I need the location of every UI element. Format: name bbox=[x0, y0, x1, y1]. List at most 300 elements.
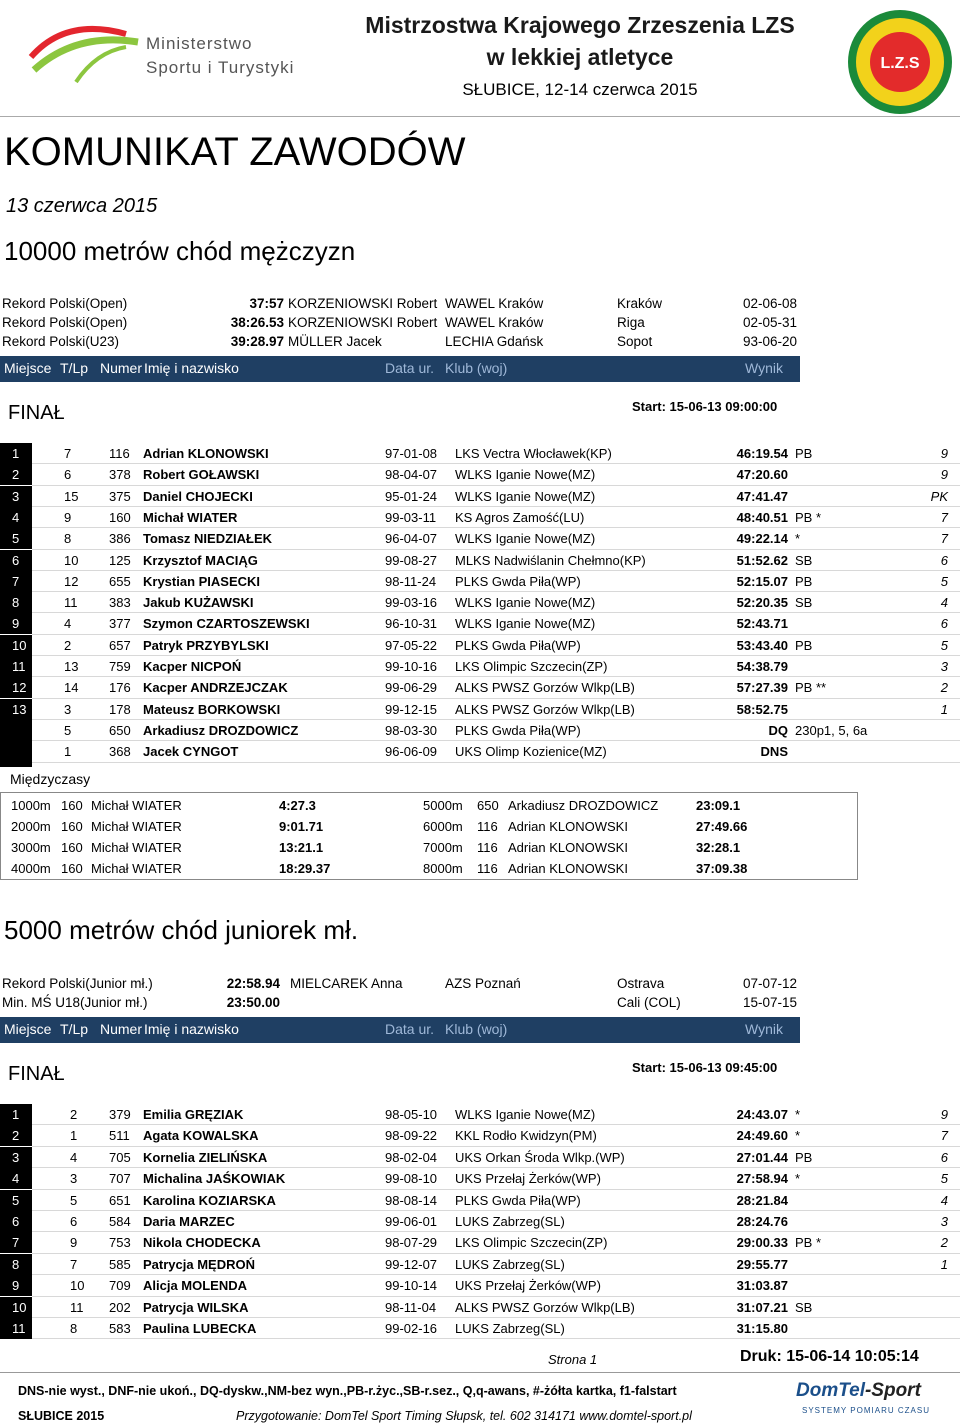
result-lp: 9 bbox=[64, 509, 72, 525]
result-points: 6 bbox=[940, 1149, 948, 1165]
result-club: LUKS Zabrzeg(SL) bbox=[455, 1321, 565, 1336]
result-dob: 96-10-31 bbox=[385, 616, 438, 632]
result-dob: 99-12-15 bbox=[385, 701, 438, 717]
record-holder: KORZENIOWSKI Robert bbox=[288, 296, 438, 311]
record-row bbox=[0, 333, 800, 351]
result-number: 753 bbox=[109, 1235, 131, 1251]
result-row bbox=[0, 550, 960, 571]
event2-title: 5000 metrów chód juniorek mł. bbox=[4, 915, 359, 945]
result-time: 57:27.39 bbox=[736, 680, 788, 696]
result-time: 46:19.54 bbox=[736, 446, 788, 461]
result-place: 10 bbox=[0, 635, 32, 656]
event-title-line2: w lekkiej atletyce bbox=[486, 44, 674, 70]
split-distance: 8000m bbox=[423, 861, 463, 876]
col-dob: Data ur. bbox=[385, 360, 435, 376]
record-date: 02-05-31 bbox=[742, 315, 797, 330]
result-number: 378 bbox=[109, 467, 131, 483]
result-points: 3 bbox=[940, 1214, 948, 1229]
result-number: 657 bbox=[109, 637, 131, 653]
domtel-brand1: DomTel bbox=[796, 1380, 865, 1401]
result-number: 379 bbox=[109, 1107, 131, 1122]
result-lp: 4 bbox=[70, 1149, 78, 1165]
result-number: 368 bbox=[109, 744, 131, 760]
result-club: LUKS Zabrzeg(SL) bbox=[455, 1256, 565, 1272]
result-dob: 99-08-10 bbox=[385, 1171, 438, 1187]
result-number: 759 bbox=[109, 659, 131, 674]
result-number: 707 bbox=[109, 1171, 131, 1187]
result-dob: 96-06-09 bbox=[385, 744, 438, 760]
result-place: 12 bbox=[0, 677, 32, 698]
event2-start: Start: 15-06-13 09:45:00 bbox=[632, 1060, 778, 1075]
result-row bbox=[0, 1275, 960, 1296]
result-points: 1 bbox=[940, 1256, 948, 1272]
result-dob: 98-07-29 bbox=[385, 1235, 438, 1251]
result-club: WLKS Iganie Nowe(MZ) bbox=[455, 1107, 596, 1122]
legend: DNS-nie wyst., DNF-nie ukoń., DQ-dyskw.,NM-bez wyn.,PB-r.życ.,SB-r.sez., Q,q-awans, #-żółta kartka, f1-falstart bbox=[18, 1384, 677, 1398]
record-holder: KORZENIOWSKI Robert bbox=[288, 315, 438, 330]
result-row bbox=[0, 699, 960, 720]
record-place: Cali (COL) bbox=[617, 995, 681, 1010]
result-number: 160 bbox=[109, 509, 131, 525]
result-row bbox=[0, 656, 960, 677]
result-dob: 98-02-04 bbox=[385, 1149, 438, 1165]
result-dob: 99-03-16 bbox=[385, 595, 438, 611]
domtel-logo bbox=[796, 1380, 946, 1422]
split-name: Michał WIATER bbox=[91, 861, 182, 876]
result-points: 5 bbox=[940, 573, 948, 589]
result-points: 7 bbox=[940, 509, 948, 525]
result-dob: 98-05-10 bbox=[385, 1107, 438, 1122]
result-dob: 97-05-22 bbox=[385, 637, 438, 653]
record-holder: MIELCAREK Anna bbox=[290, 976, 403, 991]
split-name: Adrian KLONOWSKI bbox=[508, 861, 628, 876]
result-row bbox=[0, 571, 960, 592]
split-time: 13:21.1 bbox=[279, 840, 324, 855]
result-name: Szymon CZARTOSZEWSKI bbox=[143, 616, 310, 632]
record-place: Riga bbox=[617, 315, 645, 330]
result-points: 4 bbox=[940, 595, 948, 611]
record-row bbox=[0, 314, 800, 332]
result-number: 377 bbox=[109, 616, 131, 632]
result-club: PLKS Gwda Piła(WP) bbox=[455, 722, 581, 738]
result-place: 1 bbox=[0, 443, 32, 464]
row-divider bbox=[32, 1338, 960, 1339]
event1-start: Start: 15-06-13 09:00:00 bbox=[632, 399, 778, 414]
result-points: 4 bbox=[940, 1192, 948, 1208]
record-label: Rekord Polski(Junior mł.) bbox=[2, 976, 153, 991]
result-lp: 15 bbox=[64, 488, 79, 504]
result-place: 11 bbox=[0, 656, 32, 677]
result-name: Nikola CHODECKA bbox=[143, 1235, 261, 1251]
result-place: 5 bbox=[0, 528, 32, 549]
result-club: UKS Przełaj Żerków(WP) bbox=[455, 1278, 601, 1294]
result-number: 584 bbox=[109, 1214, 131, 1229]
split-row bbox=[1, 858, 857, 879]
result-number: 386 bbox=[109, 531, 131, 547]
record-place: Sopot bbox=[617, 334, 653, 349]
event1-place-column-fill bbox=[0, 719, 32, 767]
result-number: 125 bbox=[109, 552, 131, 568]
result-club: WLKS Iganie Nowe(MZ) bbox=[455, 616, 596, 632]
result-place: 9 bbox=[0, 1275, 32, 1296]
result-number: 178 bbox=[109, 701, 131, 717]
result-lp: 6 bbox=[64, 467, 72, 483]
result-time: 24:43.07 bbox=[736, 1107, 788, 1122]
lzs-logo bbox=[846, 8, 954, 116]
result-points: 6 bbox=[940, 552, 948, 568]
result-time: 31:07.21 bbox=[736, 1299, 788, 1315]
result-dob: 98-08-14 bbox=[385, 1192, 438, 1208]
split-name: Arkadiusz DROZDOWICZ bbox=[508, 798, 659, 813]
result-number: 116 bbox=[109, 446, 130, 461]
split-time: 32:28.1 bbox=[696, 840, 741, 855]
result-number: 651 bbox=[109, 1192, 131, 1208]
result-dob: 99-10-14 bbox=[385, 1278, 438, 1294]
record-time: 37:57 bbox=[249, 296, 284, 311]
result-dob: 98-03-30 bbox=[385, 722, 438, 738]
result-lp: 7 bbox=[64, 446, 72, 461]
col-number: Numer bbox=[100, 360, 143, 376]
result-place: 5 bbox=[0, 1190, 32, 1211]
result-name: Tomasz NIEDZIAŁEK bbox=[143, 531, 273, 547]
result-lp: 3 bbox=[64, 701, 72, 717]
result-row bbox=[0, 486, 960, 507]
result-number: 655 bbox=[109, 573, 131, 589]
result-points: 1 bbox=[940, 701, 948, 717]
event1-column-header bbox=[0, 356, 800, 382]
col-club: Klub (woj) bbox=[445, 360, 508, 376]
result-lp: 9 bbox=[70, 1235, 78, 1251]
record-label: Rekord Polski(Open) bbox=[2, 315, 128, 330]
split-number: 160 bbox=[61, 861, 83, 876]
result-name: Daria MARZEC bbox=[143, 1214, 235, 1229]
result-name: Paulina LUBECKA bbox=[143, 1321, 257, 1336]
result-number: 375 bbox=[109, 488, 131, 504]
result-points: 7 bbox=[940, 1128, 948, 1144]
result-number: 202 bbox=[109, 1299, 131, 1315]
result-name: Patrycja MĘDROŃ bbox=[143, 1256, 255, 1272]
event2-column-header bbox=[0, 1017, 800, 1043]
result-row bbox=[0, 1190, 960, 1211]
record-club: WAWEL Kraków bbox=[445, 296, 544, 311]
ministry-logo bbox=[26, 22, 316, 92]
page-number: Strona 1 bbox=[548, 1352, 598, 1367]
result-club: UKS Przełaj Żerków(WP) bbox=[455, 1171, 601, 1187]
record-row bbox=[0, 994, 800, 1012]
result-points: 9 bbox=[940, 467, 948, 483]
result-dob: 98-11-04 bbox=[385, 1299, 437, 1315]
result-points: 9 bbox=[940, 446, 948, 461]
record-place: Kraków bbox=[617, 296, 663, 311]
result-place: 1 bbox=[0, 1104, 32, 1125]
result-time: 29:00.33 bbox=[736, 1235, 788, 1251]
result-dob: 97-01-08 bbox=[385, 446, 438, 461]
result-name: Krystian PIASECKI bbox=[143, 573, 261, 589]
split-name: Adrian KLONOWSKI bbox=[508, 840, 628, 855]
result-lp: 5 bbox=[70, 1192, 78, 1208]
record-club: AZS Poznań bbox=[445, 976, 521, 991]
result-note: PB ** bbox=[795, 680, 827, 696]
split-time: 18:29.37 bbox=[279, 861, 331, 876]
result-row bbox=[0, 1232, 960, 1253]
result-place: 4 bbox=[0, 507, 32, 528]
split-time: 37:09.38 bbox=[696, 861, 748, 876]
ministry-line1: Ministerstwo bbox=[146, 34, 253, 53]
col-lp: T/Lp bbox=[60, 360, 89, 376]
result-time: 58:52.75 bbox=[736, 701, 788, 717]
domtel-subtitle: SYSTEMY POMIARU CZASU bbox=[802, 1406, 930, 1415]
record-club: WAWEL Kraków bbox=[445, 315, 544, 330]
record-time: 23:50.00 bbox=[226, 995, 280, 1010]
result-time: 54:38.79 bbox=[736, 659, 788, 674]
result-club: UKS Olimp Kozienice(MZ) bbox=[455, 744, 607, 760]
result-note: * bbox=[795, 1107, 801, 1122]
event1-title: 10000 metrów chód mężczyzn bbox=[4, 236, 356, 266]
result-time: 31:03.87 bbox=[736, 1278, 788, 1294]
record-time: 38:26.53 bbox=[230, 315, 284, 330]
result-club: LKS Vectra Włocławek(KP) bbox=[455, 446, 612, 461]
result-place: 8 bbox=[0, 1254, 32, 1275]
result-place: 6 bbox=[0, 550, 32, 571]
result-number: 709 bbox=[109, 1278, 131, 1294]
result-club: PLKS Gwda Piła(WP) bbox=[455, 1192, 581, 1208]
result-club: WLKS Iganie Nowe(MZ) bbox=[455, 595, 596, 611]
result-dob: 99-12-07 bbox=[385, 1256, 438, 1272]
result-place: 6 bbox=[0, 1211, 32, 1232]
result-place: 8 bbox=[0, 592, 32, 613]
event1-splits-label: Międzyczasy bbox=[10, 771, 91, 787]
result-lp: 11 bbox=[64, 595, 78, 611]
result-row bbox=[0, 635, 960, 656]
result-name: Agata KOWALSKA bbox=[143, 1128, 259, 1144]
col-place: Miejsce bbox=[4, 1021, 52, 1037]
result-lp: 5 bbox=[64, 722, 72, 738]
result-dob: 96-04-07 bbox=[385, 531, 438, 547]
event-subtitle: SŁUBICE, 12-14 czerwca 2015 bbox=[462, 80, 698, 99]
result-note: 230p1, 5, 6a bbox=[795, 722, 868, 738]
row-divider bbox=[32, 762, 960, 763]
result-note: PB bbox=[795, 573, 813, 589]
result-note: * bbox=[795, 1128, 801, 1144]
result-points: 5 bbox=[940, 637, 948, 653]
result-club: LKS Olimpic Szczecin(ZP) bbox=[455, 659, 608, 674]
result-club: MLKS Nadwiślanin Chełmno(KP) bbox=[455, 552, 646, 568]
result-place: 10 bbox=[0, 1297, 32, 1318]
record-time: 22:58.94 bbox=[226, 976, 280, 991]
col-dob: Data ur. bbox=[385, 1021, 435, 1037]
split-name: Michał WIATER bbox=[91, 840, 182, 855]
result-number: 705 bbox=[109, 1149, 131, 1165]
document-title: KOMUNIKAT ZAWODÓW bbox=[4, 130, 466, 174]
col-name: Imię i nazwisko bbox=[144, 360, 239, 376]
result-time: 53:43.40 bbox=[736, 637, 788, 653]
result-time: 49:22.14 bbox=[736, 531, 788, 547]
result-club: WLKS Iganie Nowe(MZ) bbox=[455, 488, 596, 504]
record-place: Ostrava bbox=[617, 976, 665, 991]
result-dob: 95-01-24 bbox=[385, 488, 438, 504]
result-points: 2 bbox=[940, 1235, 948, 1251]
result-number: 583 bbox=[109, 1321, 131, 1336]
result-time: 31:15.80 bbox=[736, 1321, 788, 1336]
result-name: Jakub KUŻAWSKI bbox=[143, 595, 254, 611]
result-lp: 11 bbox=[70, 1299, 84, 1315]
result-number: 650 bbox=[109, 722, 131, 738]
result-row bbox=[0, 1168, 960, 1189]
result-club: LKS Olimpic Szczecin(ZP) bbox=[455, 1235, 608, 1251]
result-lp: 7 bbox=[70, 1256, 78, 1272]
result-dob: 99-08-27 bbox=[385, 552, 438, 568]
result-number: 383 bbox=[109, 595, 131, 611]
result-name: Emilia GRĘZIAK bbox=[143, 1107, 244, 1122]
record-label: Rekord Polski(U23) bbox=[2, 334, 120, 349]
result-name: Arkadiusz DROZDOWICZ bbox=[143, 722, 299, 738]
split-time: 9:01.71 bbox=[279, 819, 324, 834]
result-note: PB * bbox=[795, 509, 822, 525]
split-distance: 7000m bbox=[423, 840, 463, 855]
result-name: Daniel CHOJECKI bbox=[143, 488, 253, 504]
event1-splits-table bbox=[0, 792, 858, 880]
result-club: KKL Rodło Kwidzyn(PM) bbox=[455, 1128, 597, 1144]
result-lp: 13 bbox=[64, 659, 79, 674]
result-time: 52:15.07 bbox=[736, 573, 788, 589]
result-time: 24:49.60 bbox=[736, 1128, 788, 1144]
result-club: PLKS Gwda Piła(WP) bbox=[455, 637, 581, 653]
split-distance: 5000m bbox=[423, 798, 463, 813]
split-distance: 2000m bbox=[11, 819, 51, 834]
record-holder: MÜLLER Jacek bbox=[288, 334, 382, 349]
result-points: 9 bbox=[940, 1107, 948, 1122]
split-time: 23:09.1 bbox=[696, 798, 741, 813]
result-lp: 1 bbox=[64, 744, 72, 760]
result-name: Krzysztof MACIĄG bbox=[143, 552, 258, 568]
record-date: 02-06-08 bbox=[742, 296, 797, 311]
competition-date: 13 czerwca 2015 bbox=[6, 195, 158, 217]
col-result: Wynik bbox=[745, 360, 783, 376]
result-lp: 14 bbox=[64, 680, 79, 696]
result-row bbox=[0, 592, 960, 613]
split-distance: 4000m bbox=[11, 861, 51, 876]
result-dob: 99-06-29 bbox=[385, 680, 438, 696]
result-row bbox=[0, 613, 960, 634]
result-row bbox=[0, 1104, 960, 1125]
result-time: 47:41.47 bbox=[736, 488, 788, 504]
result-name: Michalina JAŚKOWIAK bbox=[143, 1171, 286, 1187]
lzs-logo-text: L.Z.S bbox=[880, 55, 920, 72]
record-date: 93-06-20 bbox=[742, 334, 797, 349]
split-number: 160 bbox=[61, 819, 83, 834]
split-number: 160 bbox=[61, 840, 83, 855]
result-number: 176 bbox=[109, 680, 131, 696]
result-row bbox=[0, 1125, 960, 1146]
result-note: PB bbox=[795, 446, 813, 461]
result-name: Kacper ANDRZEJCZAK bbox=[143, 680, 288, 696]
result-lp: 10 bbox=[70, 1278, 85, 1294]
result-note: SB bbox=[795, 552, 813, 568]
result-name: Robert GOŁAWSKI bbox=[143, 467, 260, 483]
result-place: 7 bbox=[0, 1232, 32, 1253]
result-note: SB bbox=[795, 595, 813, 611]
print-timestamp: Druk: 15-06-14 10:05:14 bbox=[740, 1348, 919, 1365]
result-lp: 1 bbox=[70, 1128, 78, 1144]
col-result: Wynik bbox=[745, 1021, 783, 1037]
split-name: Michał WIATER bbox=[91, 798, 182, 813]
result-dob: 98-11-24 bbox=[385, 573, 437, 589]
result-place: 9 bbox=[0, 613, 32, 634]
result-lp: 12 bbox=[64, 573, 79, 589]
col-name: Imię i nazwisko bbox=[144, 1021, 239, 1037]
result-row bbox=[0, 1318, 960, 1339]
result-time: 28:24.76 bbox=[736, 1214, 788, 1229]
result-name: Kacper NICPOŃ bbox=[143, 659, 242, 674]
result-dob: 99-06-01 bbox=[385, 1214, 438, 1229]
result-points: 5 bbox=[940, 1171, 948, 1187]
result-number: 511 bbox=[109, 1128, 130, 1144]
result-row bbox=[0, 677, 960, 698]
result-name: Alicja MOLENDA bbox=[143, 1278, 248, 1294]
result-time: 48:40.51 bbox=[736, 509, 788, 525]
result-club: WLKS Iganie Nowe(MZ) bbox=[455, 531, 596, 547]
result-row bbox=[0, 1147, 960, 1168]
result-time: DNS bbox=[760, 744, 788, 760]
split-row bbox=[1, 837, 857, 858]
result-row bbox=[0, 1297, 960, 1318]
record-label: Min. MŚ U18(Junior mł.) bbox=[2, 995, 148, 1010]
result-place: 4 bbox=[0, 1168, 32, 1189]
split-row bbox=[1, 795, 857, 816]
result-name: Kornelia ZIELIŃSKA bbox=[143, 1149, 268, 1165]
result-club: KS Agros Zamość(LU) bbox=[455, 509, 585, 525]
record-row bbox=[0, 295, 800, 313]
record-label: Rekord Polski(Open) bbox=[2, 296, 128, 311]
result-club: ALKS PWSZ Gorzów Wlkp(LB) bbox=[455, 680, 635, 696]
result-dob: 99-10-16 bbox=[385, 659, 438, 674]
result-lp: 3 bbox=[70, 1171, 78, 1187]
result-time: 51:52.62 bbox=[736, 552, 788, 568]
result-dob: 98-09-22 bbox=[385, 1128, 438, 1144]
result-points: 2 bbox=[940, 680, 948, 696]
result-points: 3 bbox=[940, 659, 948, 674]
result-time: 28:21.84 bbox=[736, 1192, 788, 1208]
split-distance: 6000m bbox=[423, 819, 463, 834]
split-number: 160 bbox=[61, 798, 83, 813]
result-name: Mateusz BORKOWSKI bbox=[143, 701, 281, 717]
event2-final-label: FINAŁ bbox=[8, 1063, 65, 1085]
result-lp: 2 bbox=[70, 1107, 78, 1122]
split-time: 27:49.66 bbox=[696, 819, 748, 834]
result-club: WLKS Iganie Nowe(MZ) bbox=[455, 467, 596, 483]
result-time: DQ bbox=[768, 722, 788, 738]
result-place: 3 bbox=[0, 486, 32, 507]
result-time: 27:58.94 bbox=[736, 1171, 788, 1187]
col-lp: T/Lp bbox=[60, 1021, 89, 1037]
result-note: PB bbox=[795, 1149, 813, 1165]
result-time: 29:55.77 bbox=[736, 1256, 788, 1272]
result-dob: 98-04-07 bbox=[385, 467, 438, 483]
record-date: 07-07-12 bbox=[742, 976, 797, 991]
result-place: 2 bbox=[0, 464, 32, 485]
footer-place: SŁUBICE 2015 bbox=[18, 1409, 105, 1423]
result-note: PB * bbox=[795, 1235, 822, 1251]
result-row bbox=[0, 528, 960, 549]
result-note: PB bbox=[795, 637, 813, 653]
result-points: 6 bbox=[940, 616, 948, 632]
result-dob: 99-02-16 bbox=[385, 1321, 438, 1336]
split-number: 116 bbox=[477, 819, 498, 834]
result-name: Karolina KOZIARSKA bbox=[143, 1192, 276, 1208]
result-time: 47:20.60 bbox=[736, 467, 788, 483]
result-dob: 99-03-11 bbox=[385, 509, 437, 525]
domtel-brand2: -Sport bbox=[864, 1380, 921, 1401]
